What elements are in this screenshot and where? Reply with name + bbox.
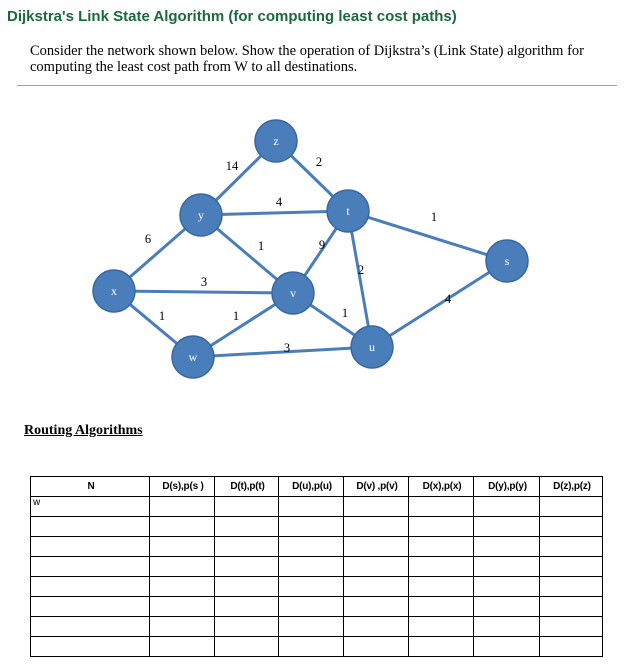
table-cell — [474, 617, 540, 637]
table-cell — [279, 497, 344, 517]
edge-weight-w-v: 1 — [232, 309, 240, 323]
table-cell — [279, 637, 344, 657]
edges-layer — [114, 141, 507, 357]
edge-t-s — [348, 211, 507, 261]
table-cell — [540, 537, 603, 557]
col-header-t: D(t),p(t) — [215, 477, 279, 497]
table-cell — [540, 597, 603, 617]
table-cell — [474, 517, 540, 537]
table-cell — [409, 497, 474, 517]
edge-u-s — [372, 261, 507, 347]
table-cell — [279, 517, 344, 537]
table-body — [31, 497, 603, 657]
table-row — [31, 497, 603, 517]
table-cell — [31, 597, 150, 617]
node-label-w: w — [188, 350, 198, 364]
col-header-s: D(s),p(s ) — [150, 477, 215, 497]
edge-w-u — [193, 347, 372, 357]
routing-heading: Routing Algorithms — [24, 423, 143, 438]
network-graph — [0, 100, 642, 400]
table-header-row — [31, 477, 603, 497]
edge-weight-y-t: 4 — [275, 195, 283, 209]
table-row — [31, 597, 603, 617]
table-cell — [150, 497, 215, 517]
table-cell — [474, 557, 540, 577]
table-cell — [474, 637, 540, 657]
table-cell — [215, 597, 279, 617]
table-cell — [344, 537, 409, 557]
routing-table — [30, 476, 603, 657]
table-cell — [279, 537, 344, 557]
table-cell — [150, 517, 215, 537]
table-cell — [540, 497, 603, 517]
col-header-y: D(y),p(y) — [474, 477, 540, 497]
table-row — [31, 637, 603, 657]
table-cell — [279, 617, 344, 637]
table-cell — [540, 637, 603, 657]
table-row — [31, 617, 603, 637]
table-cell — [344, 557, 409, 577]
table-row — [31, 517, 603, 537]
table-cell — [150, 537, 215, 557]
table-cell — [31, 577, 150, 597]
edge-weight-t-s: 1 — [430, 210, 438, 224]
table-cell — [279, 597, 344, 617]
col-header-v: D(v) ,p(v) — [344, 477, 409, 497]
table-cell — [150, 557, 215, 577]
table-cell — [215, 577, 279, 597]
table-cell — [150, 617, 215, 637]
table-cell: w — [31, 497, 150, 517]
table-cell — [150, 577, 215, 597]
table-cell — [474, 497, 540, 517]
table-cell — [409, 577, 474, 597]
table-cell — [31, 517, 150, 537]
table-cell — [215, 557, 279, 577]
node-label-v: v — [290, 286, 296, 300]
edge-weight-t-v: 9 — [318, 238, 326, 252]
node-label-z: z — [273, 134, 279, 148]
col-header-u: D(u),p(u) — [279, 477, 344, 497]
table-cell — [409, 557, 474, 577]
table-cell — [409, 537, 474, 557]
edge-weight-t-u: 2 — [357, 263, 365, 277]
node-label-y: y — [198, 208, 204, 222]
table-cell — [279, 577, 344, 597]
table-cell — [215, 637, 279, 657]
col-header-x: D(x),p(x) — [409, 477, 474, 497]
table-cell — [409, 597, 474, 617]
table-cell — [150, 637, 215, 657]
node-label-t: t — [346, 204, 350, 218]
table-cell — [540, 577, 603, 597]
edge-x-v — [114, 291, 293, 293]
table-cell — [344, 617, 409, 637]
table-cell — [409, 617, 474, 637]
nodes-layer — [93, 120, 528, 378]
edge-weight-v-u: 1 — [341, 306, 349, 320]
table-cell — [344, 597, 409, 617]
table-row — [31, 577, 603, 597]
edge-weight-y-v: 1 — [257, 239, 265, 253]
table-cell — [344, 637, 409, 657]
table-cell — [344, 577, 409, 597]
table-cell — [150, 597, 215, 617]
table-row — [31, 537, 603, 557]
table-cell — [540, 617, 603, 637]
table-cell — [31, 617, 150, 637]
question-text: Consider the network shown below. Show the operation of Dijkstra’s (Link State) algorithm for computing the least cost path from W to all destinations. — [30, 43, 584, 75]
edge-weight-u-s: 4 — [444, 292, 452, 306]
table-cell — [474, 597, 540, 617]
table-cell — [31, 557, 150, 577]
divider — [17, 85, 617, 86]
table-cell — [344, 517, 409, 537]
table-cell — [409, 517, 474, 537]
table-cell — [409, 637, 474, 657]
table-cell — [344, 497, 409, 517]
edge-weight-x-w: 1 — [158, 309, 166, 323]
page-title: Dijkstra's Link State Algorithm (for computing least cost paths) — [7, 8, 457, 25]
table-cell — [279, 557, 344, 577]
table-cell — [215, 537, 279, 557]
edge-weight-w-u: 3 — [283, 341, 291, 355]
table-cell — [540, 557, 603, 577]
table-cell — [215, 497, 279, 517]
table-cell — [474, 537, 540, 557]
node-label-u: u — [369, 340, 375, 354]
table-cell — [215, 517, 279, 537]
edge-weight-y-z: 14 — [225, 159, 239, 173]
node-label-x: x — [111, 284, 117, 298]
table-cell — [540, 517, 603, 537]
table-cell — [474, 577, 540, 597]
table-cell — [31, 537, 150, 557]
col-header-z: D(z),p(z) — [540, 477, 603, 497]
col-header-n: N — [31, 477, 150, 497]
node-label-s: s — [504, 254, 510, 268]
edge-weight-x-v: 3 — [200, 275, 208, 289]
edge-weight-z-t: 2 — [315, 155, 323, 169]
edge-y-t — [201, 211, 348, 215]
table-row — [31, 557, 603, 577]
table-cell — [215, 617, 279, 637]
table-cell — [31, 637, 150, 657]
edge-weight-y-x: 6 — [144, 232, 152, 246]
